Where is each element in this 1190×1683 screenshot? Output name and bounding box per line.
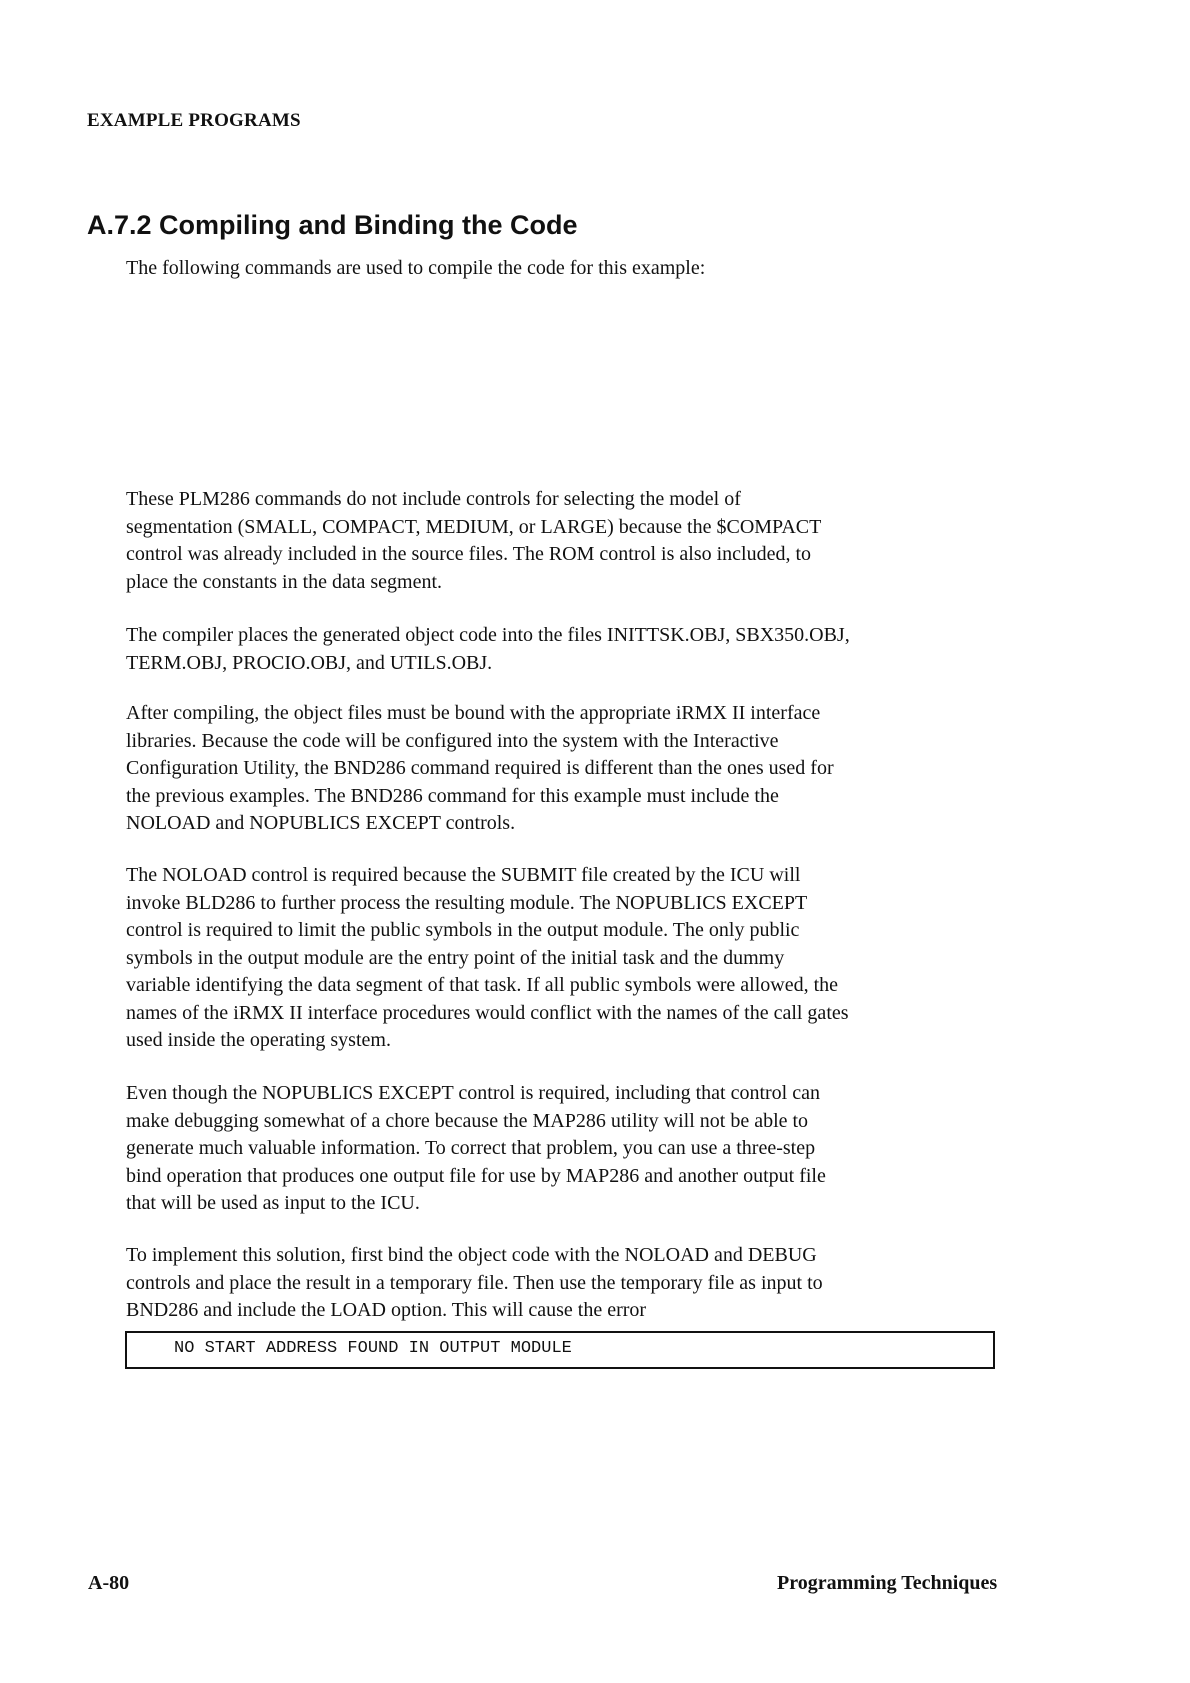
text-line: BND286 and include the LOAD option. This will cause the error — [126, 1299, 647, 1321]
text-line: names of the iRMX II interface procedures would conflict with the names of the call gates — [126, 1001, 849, 1024]
text-line: bind operation that produces one output file for use by MAP286 and another output file — [126, 1164, 826, 1187]
text-line: The compiler places the generated object code into the files INITTSK.OBJ, SBX350.OBJ, — [126, 624, 850, 646]
text-line: controls and place the result in a temporary file. Then use the temporary file as input to — [126, 1271, 823, 1294]
text-line: The NOLOAD control is required because the SUBMIT file created by the ICU will — [126, 864, 801, 886]
text-line: To implement this solution, first bind the object code with the NOLOAD and DEBUG — [126, 1244, 817, 1266]
running-footer: Programming Techniques — [777, 1572, 998, 1594]
text-line: place the constants in the data segment. — [126, 570, 443, 593]
text-line: make debugging somewhat of a chore because the MAP286 utility will not be able to — [126, 1109, 809, 1132]
text-line: the previous examples. The BND286 command for this example must include the — [126, 784, 779, 807]
text-line: control was already included in the source files. The ROM control is also included, to — [126, 543, 812, 565]
text-line: TERM.OBJ, PROCIO.OBJ, and UTILS.OBJ. — [126, 651, 493, 674]
paragraph — [126, 486, 821, 596]
text-line: libraries. Because the code will be configured into the system with the Interactive — [126, 729, 779, 752]
page-number: A-80 — [88, 1572, 130, 1594]
text-line: NOLOAD and NOPUBLICS EXCEPT controls. — [126, 812, 516, 834]
paragraph — [126, 1080, 826, 1218]
text-line: symbols in the output module are the entry point of the initial task and the dummy — [126, 946, 785, 969]
text-line: used inside the operating system. — [126, 1029, 391, 1051]
text-line: control is required to limit the public symbols in the output module. The only public — [126, 919, 800, 941]
text-line: that will be used as input to the ICU. — [126, 1192, 420, 1214]
text-line: segmentation (SMALL, COMPACT, MEDIUM, or LARGE) because the $COMPACT — [126, 515, 822, 538]
text-line: generate much valuable information. To correct that problem, you can use a three-step — [126, 1137, 816, 1159]
paragraph — [126, 700, 834, 838]
text-line: invoke BLD286 to further process the resulting module. The NOPUBLICS EXCEPT — [126, 891, 808, 914]
paragraph — [126, 622, 850, 677]
running-header: EXAMPLE PROGRAMS — [87, 110, 301, 131]
text-line: These PLM286 commands do not include controls for selecting the model of — [126, 488, 741, 510]
paragraph — [126, 862, 849, 1055]
text-line: Even though the NOPUBLICS EXCEPT control is required, including that control can — [126, 1082, 820, 1104]
paragraph — [126, 1242, 823, 1325]
text-line: Configuration Utility, the BND286 command required is different than the ones used for — [126, 757, 834, 779]
paragraph — [126, 255, 705, 283]
text-line: variable identifying the data segment of that task. If all public symbols were allowed, the — [126, 974, 839, 996]
text-line: After compiling, the object files must be bound with the appropriate iRMX II interface — [126, 702, 821, 724]
error-message: NO START ADDRESS FOUND IN OUTPUT MODULE — [174, 1339, 572, 1358]
text-line: The following commands are used to compile the code for this example: — [126, 257, 706, 279]
code-box — [125, 1331, 995, 1369]
section-title: A.7.2 Compiling and Binding the Code — [87, 210, 578, 240]
